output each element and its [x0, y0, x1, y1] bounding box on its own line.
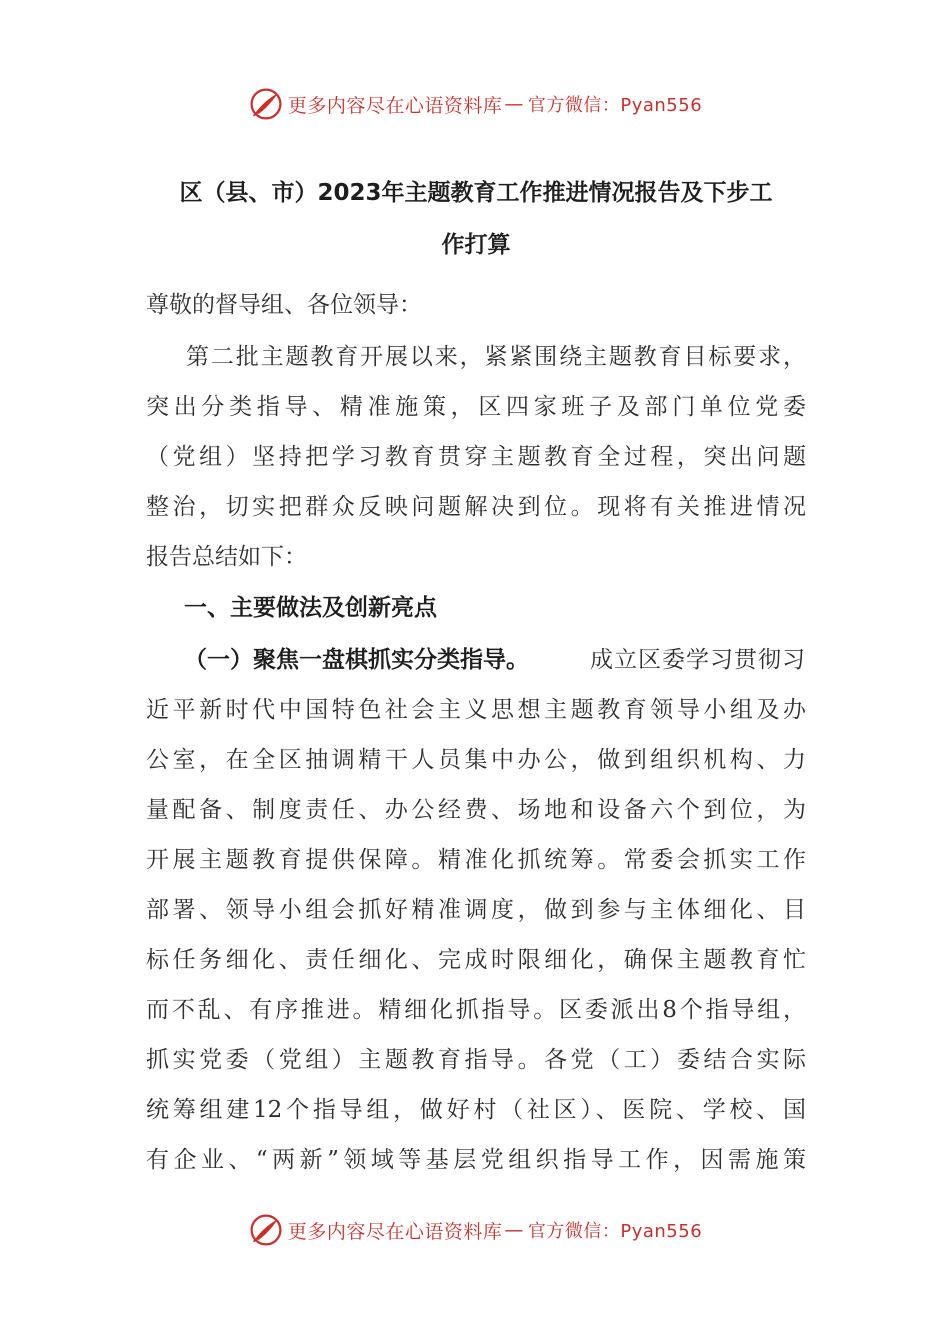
watermark-separator: —	[504, 1219, 524, 1241]
section-heading-1: 一、主要做法及创新亮点	[184, 595, 437, 621]
para1-line-2: 近平新时代中国特色社会主义思想主题教育领导小组及办	[146, 697, 806, 723]
para1-lead: （一）聚焦一盘棋抓实分类指导。	[184, 647, 529, 673]
intro-line-3: （党组）坚持把学习教育贯穿主题教育全过程，突出问题	[146, 444, 806, 470]
watermark-separator: —	[504, 93, 524, 115]
para1-line-5: 开展主题教育提供保障。精准化抓统筹。常委会抓实工作	[146, 847, 806, 873]
para1-line-6: 部署、领导小组会抓好精准调度，做到参与主体细化、目	[146, 897, 806, 923]
para1-line-7: 标任务细化、责任细化、完成时限细化，确保主题教育忙	[146, 947, 806, 973]
intro-line-2: 突出分类指导、精准施策，区四家班子及部门单位党委	[146, 394, 806, 420]
watermark-wechat: 官方微信：Pyan556	[527, 95, 703, 116]
quill-pen-logo-icon	[248, 86, 284, 122]
para1-line-9: 抓实党委（党组）主题教育指导。各党（工）委结合实际	[146, 1047, 806, 1073]
watermark-header	[0, 84, 950, 124]
intro-line-4: 整治，切实把群众反映问题解决到位。现将有关推进情况	[146, 494, 806, 520]
intro-line-5: 报告总结如下：	[146, 544, 307, 570]
quill-pen-logo-icon	[248, 1212, 284, 1248]
watermark-text: 更多内容尽在心语资料库	[287, 1220, 503, 1243]
watermark-wechat: 官方微信：Pyan556	[527, 1221, 703, 1242]
para1-line-3: 公室，在全区抽调精干人员集中办公，做到组织机构、力	[146, 747, 806, 773]
watermark-text: 更多内容尽在心语资料库	[287, 94, 503, 117]
document-title-line-2: 作打算	[441, 232, 511, 258]
para1-line-10: 统筹组建12个指导组，做好村（社区）、医院、学校、国	[146, 1097, 806, 1123]
watermark-footer	[0, 1210, 950, 1250]
para1-first-rest: 成立区委学习贯彻习	[590, 647, 806, 673]
intro-line-1: 第二批主题教育开展以来，紧紧围绕主题教育目标要求，	[186, 344, 806, 370]
para1-line-8: 而不乱、有序推进。精细化抓指导。区委派出8个指导组，	[146, 997, 806, 1023]
salutation: 尊敬的督导组、各位领导：	[146, 292, 422, 318]
para1-line-1	[184, 642, 806, 678]
para1-line-11: 有企业、“两新”领域等基层党组织指导工作，因需施策	[146, 1147, 806, 1173]
para1-line-4: 量配备、制度责任、办公经费、场地和设备六个到位，为	[146, 797, 806, 823]
document-title-line-1: 区（县、市）2023年主题教育工作推进情况报告及下步工	[179, 180, 773, 206]
